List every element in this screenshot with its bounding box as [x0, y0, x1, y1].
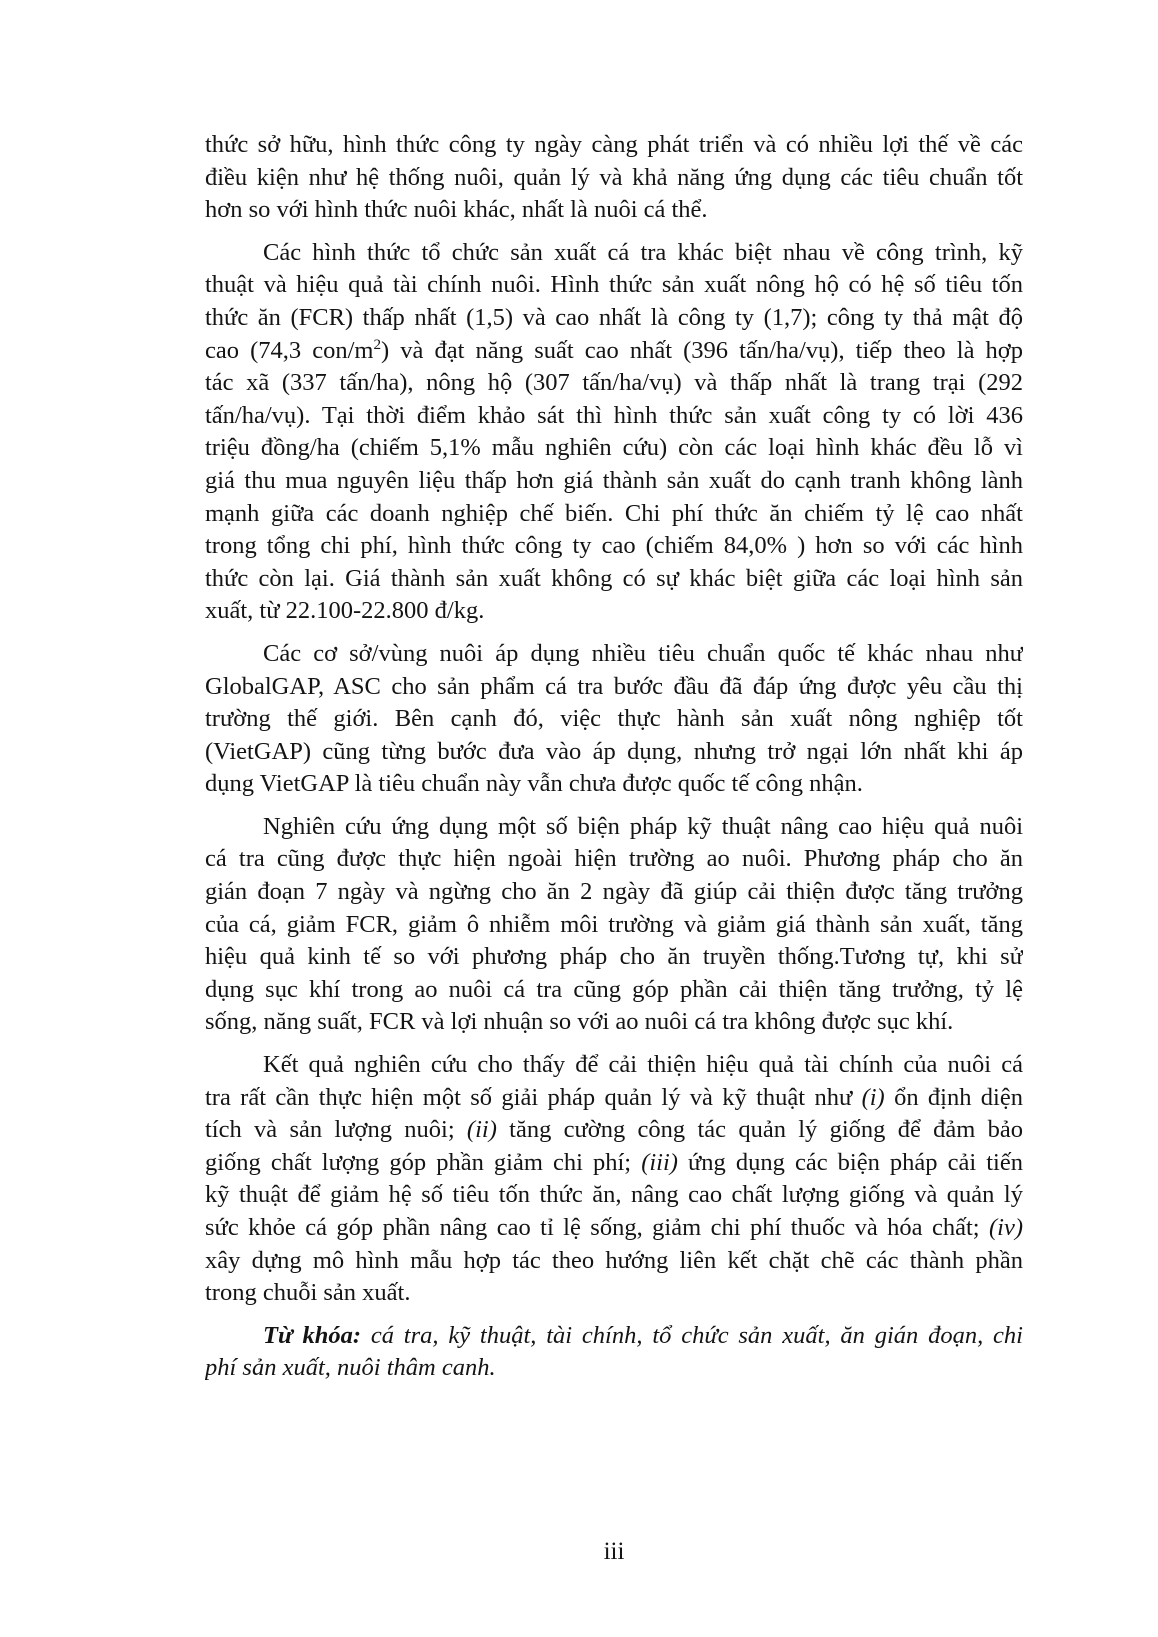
text-segment: dụng VietGAP là tiêu chuẩn này vẫn chưa được quốc tế công nhận. [205, 770, 863, 798]
text-line [205, 941, 1023, 974]
page-number: iii [603, 1538, 625, 1565]
paragraph [205, 811, 1023, 1039]
paragraph [205, 1320, 1023, 1385]
text-line [205, 1352, 1023, 1385]
text-line [205, 974, 1023, 1007]
text-line [205, 1082, 1023, 1115]
text-line [205, 302, 1023, 335]
text-segment: sống, năng suất, FCR và lợi nhuận so với ao nuôi cá tra không được sục khí. [205, 1008, 954, 1036]
text-line [205, 1114, 1023, 1147]
text-segment: Nghiên cứu ứng dụng một số biện pháp kỹ thuật nâng cao hiệu quả nuôi [263, 812, 1023, 840]
text-line [205, 811, 1023, 844]
text-segment: giống chất lượng góp phần giảm chi phí; [205, 1148, 642, 1176]
text-segment: cá tra cũng được thực hiện ngoài hiện trường ao nuôi. Phương pháp cho ăn [205, 845, 1023, 873]
text-line [205, 530, 1023, 563]
text-segment: triệu đồng/ha (chiếm 5,1% mẫu nghiên cứu) còn các loại hình khác đều lỗ vì [205, 434, 1023, 462]
text-segment: Kết quả nghiên cứu cho thấy để cải thiện hiệu quả tài chính của nuôi cá [263, 1051, 1023, 1079]
text-segment: phí sản xuất, nuôi thâm canh. [205, 1354, 496, 1382]
text-line [205, 237, 1023, 270]
text-segment: thức sở hữu, hình thức công ty ngày càng phát triển và có nhiều lợi thế về các [205, 131, 1023, 158]
text-segment: (ii) [466, 1116, 497, 1144]
text-line [205, 432, 1023, 465]
text-line [205, 400, 1023, 433]
text-segment: ứng dụng các biện pháp cải tiến [677, 1148, 1023, 1176]
text-segment: (iii) [641, 1148, 678, 1176]
text-line [205, 1245, 1023, 1278]
text-line [205, 1277, 1023, 1310]
paragraph [205, 129, 1023, 227]
text-segment: (iv) [989, 1214, 1023, 1241]
paragraph [205, 1049, 1023, 1310]
text-block [205, 129, 1023, 1385]
text-line [205, 843, 1023, 876]
text-segment: sức khỏe cá góp phần nâng cao tỉ lệ sống, giảm chi phí thuốc và hóa chất; [205, 1214, 989, 1241]
text-line [205, 1006, 1023, 1039]
text-segment: tác xã (337 tấn/ha), nông hộ (307 tấn/ha/vụ) và thấp nhất là trang trại (292 [205, 369, 1023, 397]
text-line [205, 194, 1023, 227]
text-line [205, 335, 1023, 368]
text-segment: thức ăn (FCR) thấp nhất (1,5) và cao nhất là công ty (1,7); công ty thả mật độ [205, 303, 1023, 331]
text-line [205, 498, 1023, 531]
text-segment: xây dựng mô hình mẫu hợp tác theo hướng liên kết chặt chẽ các thành phần [205, 1246, 1023, 1274]
text-line [205, 129, 1023, 162]
text-segment: Các cơ sở/vùng nuôi áp dụng nhiều tiêu chuẩn quốc tế khác nhau như [263, 639, 1023, 667]
text-segment: GlobalGAP, ASC cho sản phẩm cá tra bước đầu đã đáp ứng được yêu cầu thị [205, 672, 1023, 700]
text-segment: (VietGAP) cũng từng bước đưa vào áp dụng, nhưng trở ngại lớn nhất khi áp [205, 737, 1023, 765]
text-line [205, 1049, 1023, 1082]
paragraph [205, 237, 1023, 628]
text-segment: ) và đạt năng suất cao nhất (396 tấn/ha/vụ), tiếp theo là hợp [381, 336, 1023, 364]
text-segment: xuất, từ 22.100-22.800 đ/kg. [205, 597, 485, 625]
text-segment: mạnh giữa các doanh nghiệp chế biến. Chi phí thức ăn chiếm tỷ lệ cao nhất [205, 499, 1023, 527]
text-line [205, 876, 1023, 909]
text-line [205, 909, 1023, 942]
text-segment: Các hình thức tổ chức sản xuất cá tra khác biệt nhau về công trình, kỹ [263, 238, 1023, 266]
text-segment: trong chuỗi sản xuất. [205, 1279, 411, 1307]
text-line [205, 1212, 1023, 1245]
text-segment: tấn/ha/vụ). Tại thời điểm khảo sát thì hình thức sản xuất công ty có lời 436 [205, 401, 1023, 429]
text-segment: ổn định diện [884, 1083, 1023, 1111]
text-segment: dụng sục khí trong ao nuôi cá tra cũng góp phần cải thiện tăng trưởng, tỷ lệ [205, 975, 1023, 1003]
text-line [205, 638, 1023, 671]
text-segment: tra rất cần thực hiện một số giải pháp quản lý và kỹ thuật như [205, 1083, 862, 1111]
text-line [205, 595, 1023, 628]
text-segment: trường thế giới. Bên cạnh đó, việc thực hành sản xuất nông nghiệp tốt [205, 705, 1023, 733]
text-line [205, 367, 1023, 400]
text-segment: trong tổng chi phí, hình thức công ty cao (chiếm 84,0% ) hơn so với các hình [205, 532, 1023, 560]
text-segment: hơn so với hình thức nuôi khác, nhất là nuôi cá thể. [205, 196, 708, 224]
text-segment: thức còn lại. Giá thành sản xuất không có sự khác biệt giữa các loại hình sản [205, 564, 1023, 592]
text-segment: giá thu mua nguyên liệu thấp hơn giá thành sản xuất do cạnh tranh không lành [205, 466, 1023, 494]
text-segment: tăng cường công tác quản lý giống để đảm bảo [496, 1116, 1023, 1144]
text-segment: của cá, giảm FCR, giảm ô nhiễm môi trường và giảm giá thành sản xuất, tăng [205, 910, 1023, 938]
text-segment: cao (74,3 con/m [205, 336, 374, 364]
text-line [205, 1320, 1023, 1353]
text-segment: tích và sản lượng nuôi; [205, 1116, 467, 1144]
text-line [205, 563, 1023, 596]
paragraph [205, 638, 1023, 801]
text-segment: cá tra, kỹ thuật, tài chính, tổ chức sản xuất, ăn gián đoạn, chi [361, 1321, 1023, 1349]
text-line [205, 269, 1023, 302]
text-segment: điều kiện như hệ thống nuôi, quản lý và khả năng ứng dụng các tiêu chuẩn tốt [205, 163, 1023, 191]
text-line [205, 736, 1023, 769]
text-line [205, 768, 1023, 801]
text-segment: thuật và hiệu quả tài chính nuôi. Hình thức sản xuất nông hộ có hệ số tiêu tốn [205, 271, 1023, 299]
text-line [205, 703, 1023, 736]
text-line [205, 465, 1023, 498]
text-segment: Từ khóa: [263, 1321, 362, 1349]
text-line [205, 671, 1023, 704]
text-segment: (i) [861, 1083, 885, 1111]
text-segment: kỹ thuật để giảm hệ số tiêu tốn thức ăn, nâng cao chất lượng giống và quản lý [205, 1181, 1023, 1209]
text-line [205, 1179, 1023, 1212]
text-segment: 2 [373, 335, 382, 353]
text-segment: hiệu quả kinh tế so với phương pháp cho ăn truyền thống.Tương tự, khi sử [205, 943, 1023, 971]
text-line [205, 1147, 1023, 1180]
text-line [205, 162, 1023, 195]
text-segment: gián đoạn 7 ngày và ngừng cho ăn 2 ngày đã giúp cải thiện được tăng trưởng [205, 878, 1023, 906]
